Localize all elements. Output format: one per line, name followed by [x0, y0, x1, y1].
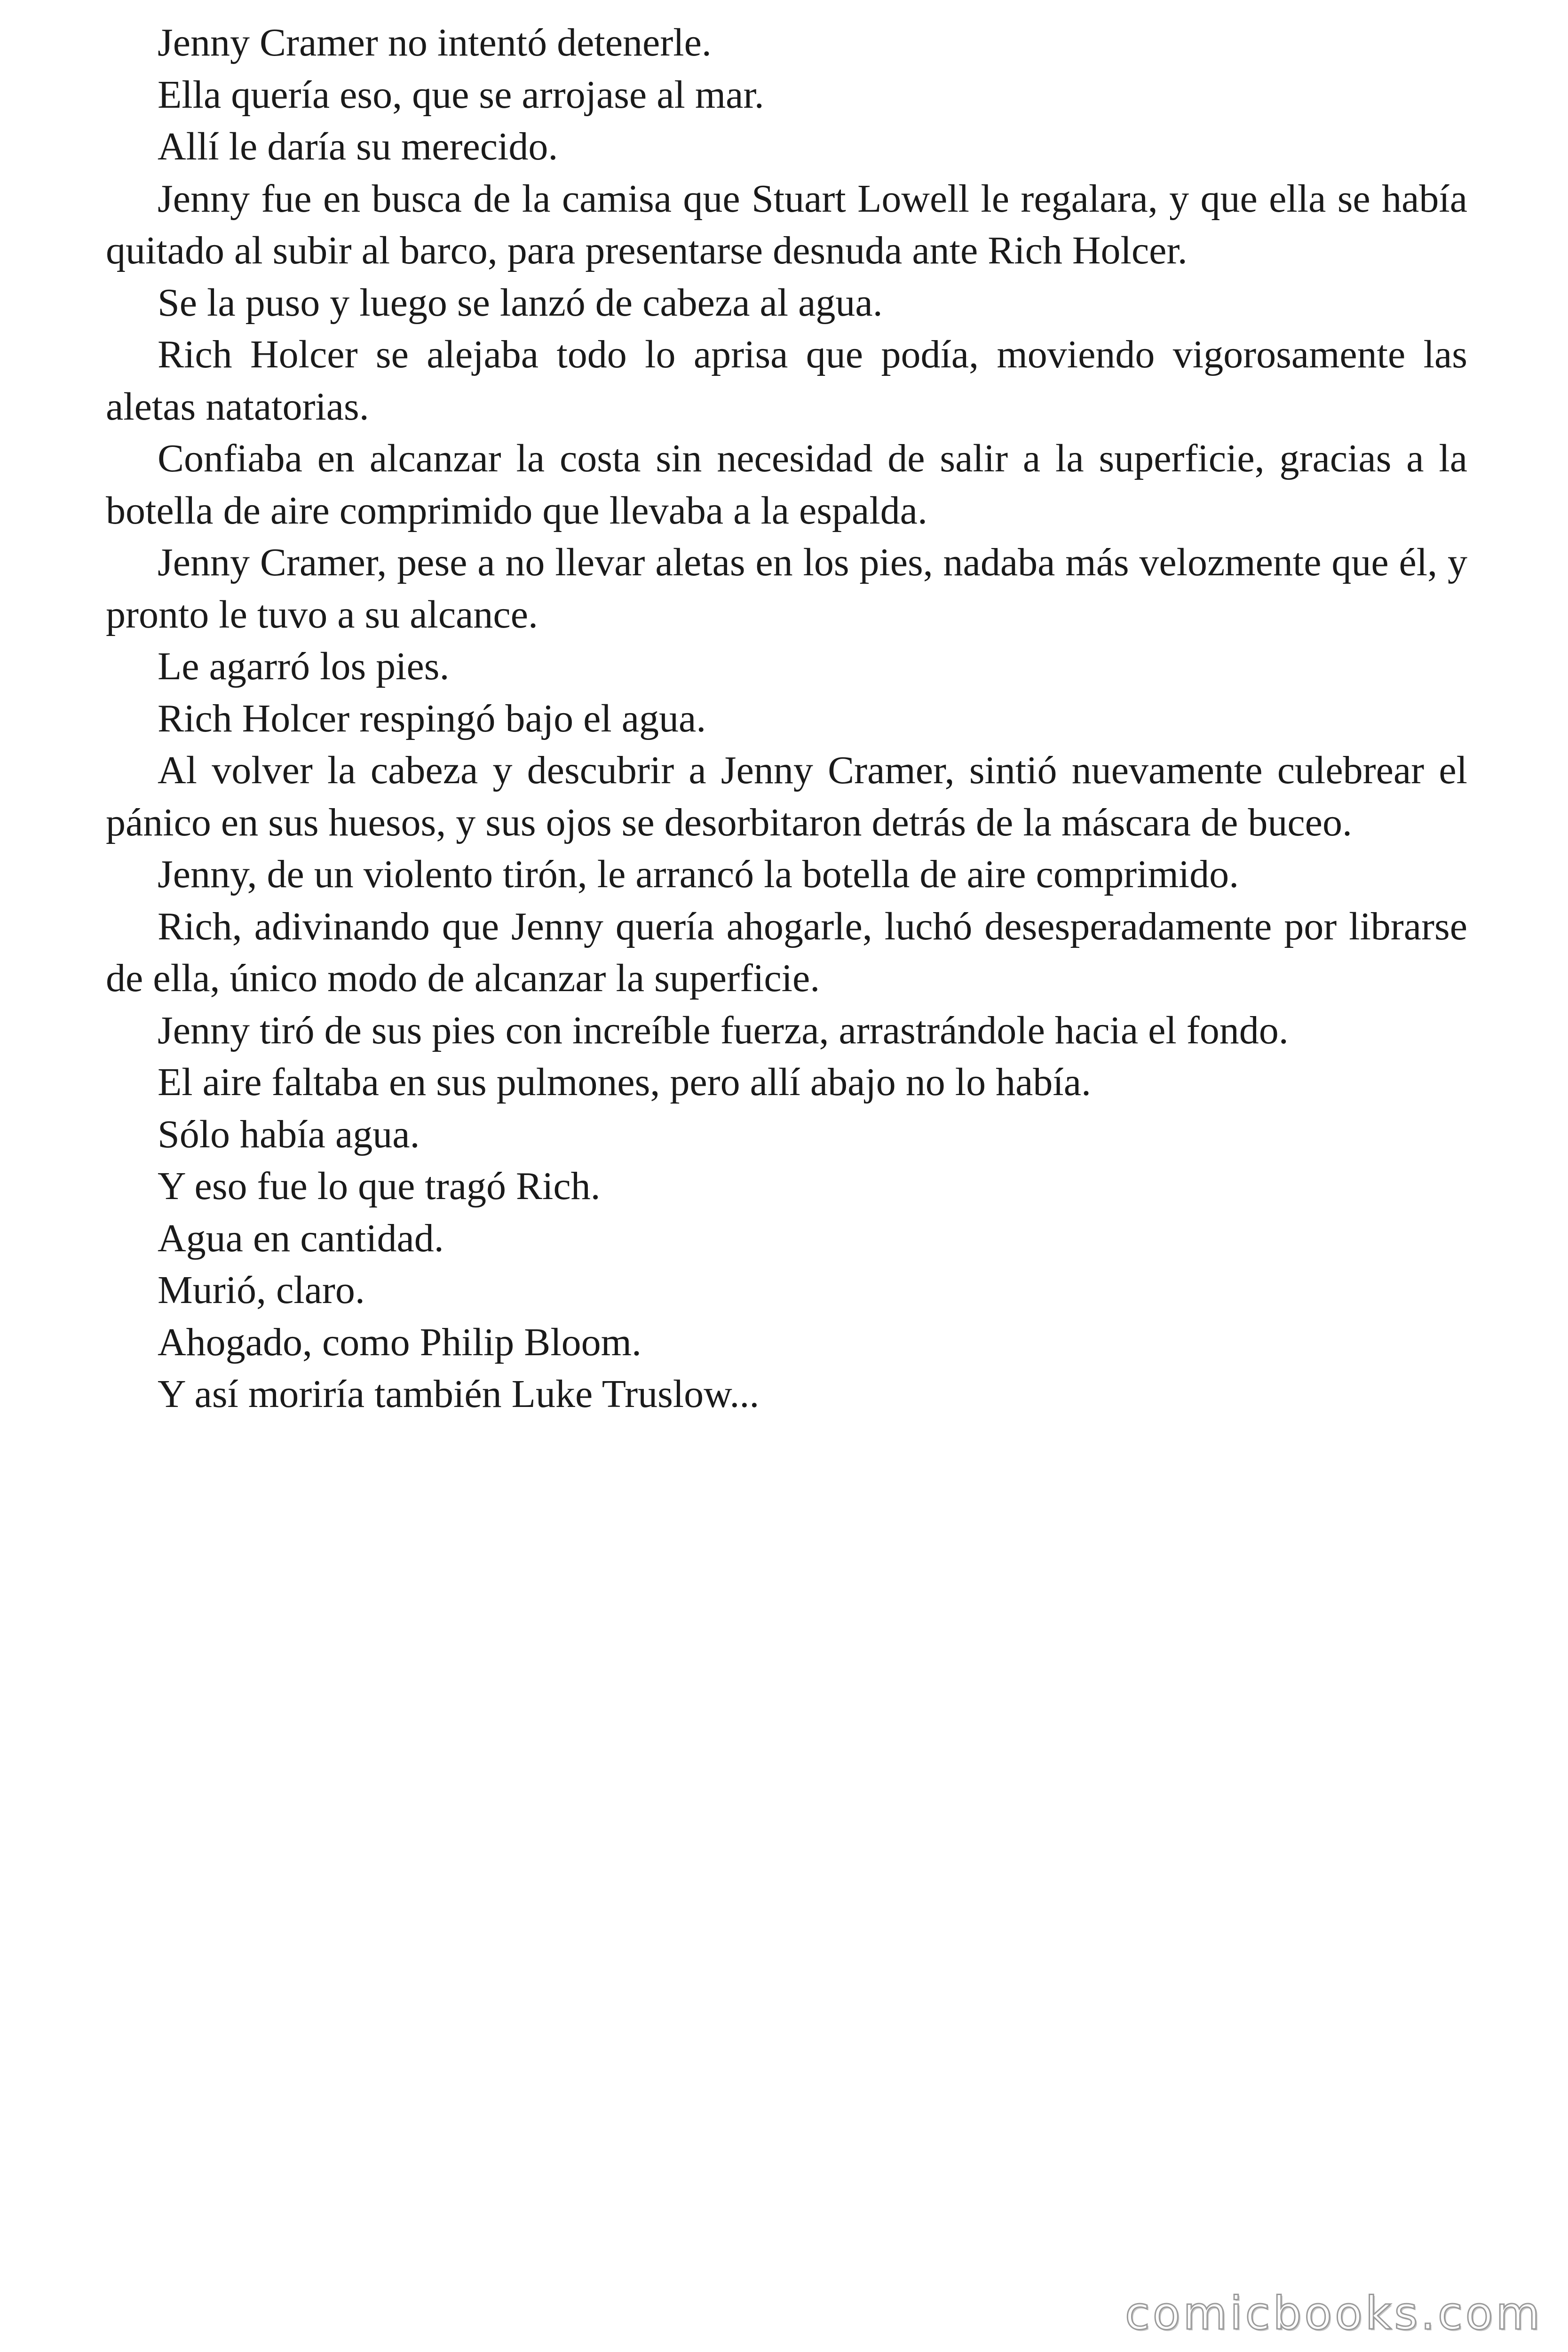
paragraph: Allí le daría su merecido.	[158, 125, 558, 168]
watermark-logo: comicbooks.com	[1125, 2287, 1543, 2340]
paragraph: Rich Holcer respingó bajo el agua.	[158, 696, 706, 740]
paragraph: Jenny Cramer, pese a no llevar aletas en los pies, nadaba más velozmente que él, y pronto le tuvo a su alcance.	[106, 540, 1467, 636]
paragraph: Y eso fue lo que tragó Rich.	[158, 1164, 601, 1208]
paragraph: Agua en cantidad.	[158, 1216, 444, 1260]
paragraph: Ella quería eso, que se arrojase al mar.	[158, 72, 764, 117]
paragraph: Ahogado, como Philip Bloom.	[158, 1320, 641, 1364]
paragraph: Jenny tiró de sus pies con increíble fuerza, arrastrándole hacia el fondo.	[158, 1008, 1289, 1052]
paragraph: Jenny, de un violento tirón, le arrancó la botella de aire comprimido.	[158, 852, 1239, 896]
paragraph: Rich Holcer se alejaba todo lo aprisa que podía, moviendo vigorosamente las aletas natatorias.	[106, 333, 1467, 429]
paragraph: Confiaba en alcanzar la costa sin necesidad de salir a la superficie, gracias a la botella de aire comprimido que llevaba a la espalda.	[106, 437, 1467, 532]
paragraph: Sólo había agua.	[158, 1112, 420, 1156]
paragraph: Murió, claro.	[158, 1268, 365, 1312]
paragraph: El aire faltaba en sus pulmones, pero allí abajo no lo había.	[158, 1060, 1092, 1104]
paragraph: Jenny Cramer no intentó detenerle.	[158, 21, 712, 64]
paragraph: Se la puso y luego se lanzó de cabeza al agua.	[158, 280, 883, 325]
body-text	[106, 17, 1467, 1421]
paragraph: Y así moriría también Luke Truslow...	[158, 1372, 760, 1416]
paragraph: Rich, adivinando que Jenny quería ahogarle, luchó desesperadamente por librarse de ella, único modo de alcanzar la superficie.	[106, 904, 1467, 1000]
paragraph: Le agarró los pies.	[158, 644, 450, 688]
paragraph: Jenny fue en busca de la camisa que Stuart Lowell le regalara, y que ella se había quitado al subir al barco, para presentarse desnuda ante Rich Holcer.	[106, 176, 1467, 272]
paragraph: Al volver la cabeza y descubrir a Jenny Cramer, sintió nuevamente culebrear el pánico en sus huesos, y sus ojos se desorbitaron detrás de la máscara de buceo.	[106, 748, 1467, 844]
